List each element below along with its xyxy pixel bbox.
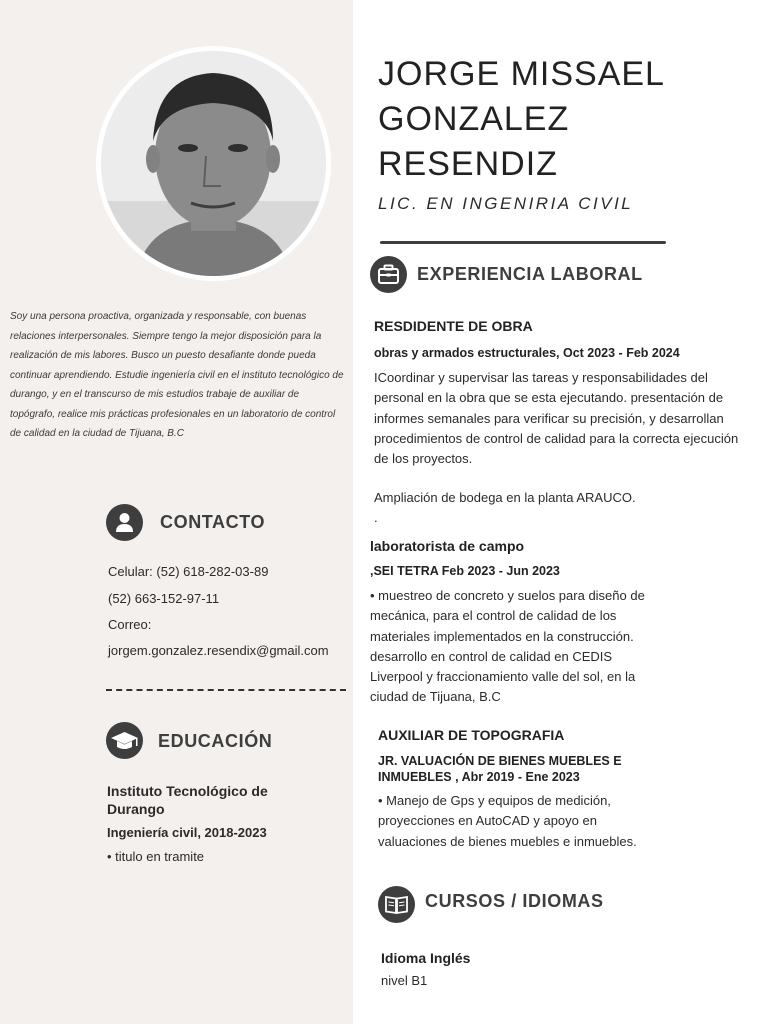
about-summary: Soy una persona proactiva, organizada y responsable, con buenas relaciones interpersonales. Siempre tengo la mejor disposición para la realización de mis labores. Busco un puesto desafiante donde pueda continuar aprendiendo. Estudie ingeniería civil en el instituto tecnológico de durango, y en el transcurso de mis estudios trabaje de auxiliar de topógrafo, realice mis prácticas profesionales en un laboratorio de control de calidad en la ciudad de Tijuana, B.C [10,311,344,439]
job-1-extra: . [374,510,378,525]
contact-phone-primary: Celular: (52) 618-282-03-89 [108,564,269,579]
job-1-title: RESDIDENTE DE OBRA [374,318,533,334]
contact-email-label: Correo: [108,617,152,632]
professional-title: LIC. EN INGENIRIA CIVIL [378,194,634,213]
job-3-title: AUXILIAR DE TOPOGRAFIA [378,727,565,743]
job-3-subtitle: JR. VALUACIÓN DE BIENES MUEBLES E INMUEBLES , Abr 2019 - Ene 2023 [378,754,622,784]
contact-heading: CONTACTO [160,512,266,532]
job-2-description: • muestreo de concreto y suelos para diseño de mecánica, para el control de calidad de los materiales implementados en la construcción. desarrollo en control de calidad en CEDIS Liverpool y fraccionamiento valle del sol, en la ciudad de Tijuana, B.C [370,588,645,705]
full-name: JORGE MISSAEL GONZALEZ RESENDIZ [378,55,664,183]
courses-heading: CURSOS / IDIOMAS [425,891,604,911]
education-note: • titulo en tramite [107,849,205,864]
graduation-cap-icon [106,722,143,759]
job-2-subtitle: ,SEI TETRA Feb 2023 - Jun 2023 [370,564,560,578]
job-1-description: ICoordinar y supervisar las tareas y responsabilidades del personal en la obra que se esta ejecutando. presentación de informes semanales para verificar su precisión, y desarrollan procedimientos de control de calidad para la correcta ejecución de los proyectos. [374,370,739,467]
education-school: Instituto Tecnológico de Durango [107,783,268,817]
experience-heading: EXPERIENCIA LABORAL [417,264,643,284]
briefcase-icon [370,256,407,293]
contact-email[interactable]: jorgem.gonzalez.resendix@gmail.com [108,643,329,658]
job-1-subtitle: obras y armados estructurales, Oct 2023 - Feb 2024 [374,346,680,360]
book-icon [378,886,415,923]
divider [106,689,346,691]
job-2-title: laboratorista de campo [370,538,525,554]
person-icon [106,504,143,541]
profile-photo [101,51,326,276]
education-degree: Ingeniería civil, 2018-2023 [107,825,267,840]
course-language: Idioma Inglés [381,950,471,966]
education-heading: EDUCACIÓN [158,731,273,751]
contact-phone-secondary: (52) 663-152-97-11 [108,591,220,606]
course-language-level: nivel B1 [381,973,428,988]
job-1-project: Ampliación de bodega en la planta ARAUCO. [374,490,636,505]
job-3-description: • Manejo de Gps y equipos de medición, proyecciones en AutoCAD y apoyo en valuaciones de bienes muebles e inmuebles. [378,793,637,849]
header-rule [380,241,666,244]
